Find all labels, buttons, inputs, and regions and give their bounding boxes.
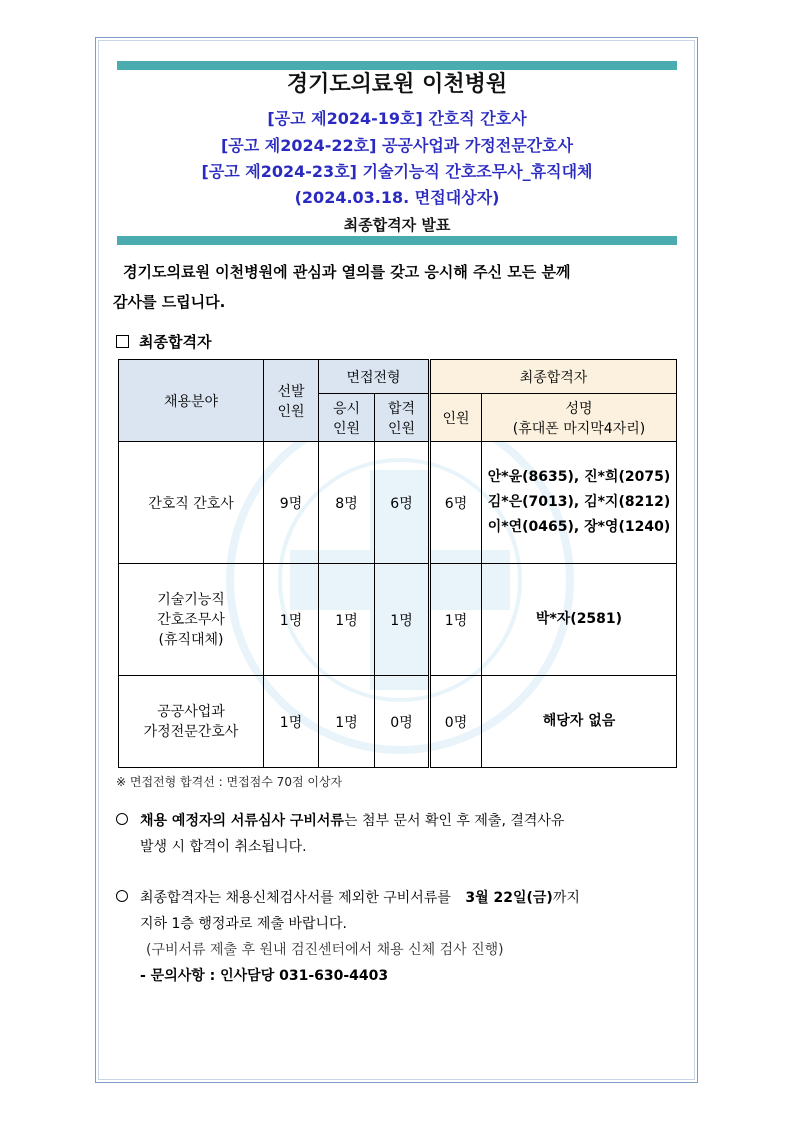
row-field: 간호직 간호사 xyxy=(119,442,264,564)
row-final-count: 0명 xyxy=(430,676,482,768)
header-name-line2: (휴대폰 마지막4자리) xyxy=(512,420,646,437)
notice-line-1: [공고 제2024-19호] 간호직 간호사 xyxy=(267,109,527,128)
row-field-line: 공공사업과 xyxy=(157,703,225,720)
table-header-row-1 xyxy=(119,360,677,394)
header-name-line1: 성명 xyxy=(565,400,593,417)
header-applicants-line2: 인원 xyxy=(332,420,361,437)
deadline-date: 3월 22일(금) xyxy=(465,890,553,906)
notice-line-2: [공고 제2024-22호] 공공사업과 가정전문간호사 xyxy=(220,136,574,155)
header-field: 채용분야 xyxy=(119,360,264,442)
hospital-title: 경기도의료원 이천병원 xyxy=(286,72,508,97)
bullet-submission xyxy=(116,885,686,989)
row-field-line: (휴직대체) xyxy=(158,631,224,648)
intro-line-1: 경기도의료원 이천병원에 관심과 열의를 갖고 응시해 주신 모든 분께 xyxy=(123,263,571,281)
bullet2-line3: (구비서류 제출 후 원내 검진센터에서 채용 신체 검사 진행) xyxy=(146,942,504,958)
row-field-line: 기술기능직 xyxy=(157,591,225,608)
circle-bullet-icon xyxy=(116,890,128,902)
bullet1-text: 는 첨부 문서 확인 후 제출, 결격사유 xyxy=(343,813,565,829)
checkbox-square-icon xyxy=(116,335,129,348)
row-names xyxy=(482,564,677,676)
row-names xyxy=(482,442,677,564)
row-quota: 1명 xyxy=(264,564,319,676)
passer-names-line: 이*연(0465), 장*영(1240) xyxy=(487,519,671,535)
row-final-count: 1명 xyxy=(430,564,482,676)
header-final: 최종합격자 xyxy=(430,360,677,394)
contact-info: - 문의사항 : 인사담당 031-630-4403 xyxy=(140,968,389,984)
header-interview: 면접전형 xyxy=(319,360,430,394)
passer-names-line: 박*자(2581) xyxy=(535,611,623,627)
bullet2-text: 최종합격자는 채용신체검사서를 제외한 구비서류를 xyxy=(140,890,451,906)
bullet1-bold-text: 채용 예정자의 서류심사 구비서류 xyxy=(140,813,344,829)
notice-line-3: [공고 제2024-23호] 기술기능직 간호조무사_휴직대체 xyxy=(201,162,593,181)
header-applicants xyxy=(319,394,375,442)
bullet2-text-end: 까지 xyxy=(552,890,580,906)
top-accent-bar xyxy=(117,61,677,70)
header-name xyxy=(482,394,677,442)
row-applicants: 1명 xyxy=(319,564,375,676)
table-row xyxy=(119,442,677,564)
row-final-count: 6명 xyxy=(430,442,482,564)
passer-names-line: 안*윤(8635), 진*희(2075) xyxy=(487,469,671,485)
header-quota-line1: 선발 xyxy=(277,383,305,400)
bullet2-line2: 지하 1층 행정과로 제출 바랍니다. xyxy=(140,916,347,932)
row-field xyxy=(119,564,264,676)
header-passed-line2: 인원 xyxy=(387,420,416,437)
circle-bullet-icon xyxy=(116,813,128,825)
bullet-documents xyxy=(116,808,686,860)
header-final-count: 인원 xyxy=(430,394,482,442)
row-passed: 6명 xyxy=(375,442,430,564)
header-quota-line2: 인원 xyxy=(277,403,305,420)
row-passed: 1명 xyxy=(375,564,430,676)
row-field-line: 가정전문간호사 xyxy=(143,723,239,740)
table-row xyxy=(119,676,677,768)
results-table xyxy=(118,359,677,768)
bullet1-line2: 발생 시 합격이 취소됩니다. xyxy=(140,839,307,855)
section-title xyxy=(116,331,211,352)
row-passed: 0명 xyxy=(375,676,430,768)
row-quota: 9명 xyxy=(264,442,319,564)
header-quota xyxy=(264,360,319,442)
passer-names-line: 해당자 없음 xyxy=(542,713,616,729)
row-applicants: 1명 xyxy=(319,676,375,768)
table-row xyxy=(119,564,677,676)
section-title-text: 최종합격자 xyxy=(139,333,212,351)
row-names xyxy=(482,676,677,768)
passer-names-line: 김*은(7013), 김*지(8212) xyxy=(487,494,671,510)
bottom-accent-bar xyxy=(117,236,677,245)
header-applicants-line1: 응시 xyxy=(332,400,361,417)
row-field-line: 간호조무사 xyxy=(157,611,225,628)
header-passed xyxy=(375,394,430,442)
row-applicants: 8명 xyxy=(319,442,375,564)
cutoff-note: ※ 면접전형 합격선 : 면접점수 70점 이상자 xyxy=(116,775,343,789)
header-passed-line1: 합격 xyxy=(387,400,416,417)
row-quota: 1명 xyxy=(264,676,319,768)
intro-line-2: 감사를 드립니다. xyxy=(113,293,226,311)
page-subtitle: 최종합격자 발표 xyxy=(343,216,451,234)
notice-date: (2024.03.18. 면접대상자) xyxy=(294,188,500,207)
row-field xyxy=(119,676,264,768)
